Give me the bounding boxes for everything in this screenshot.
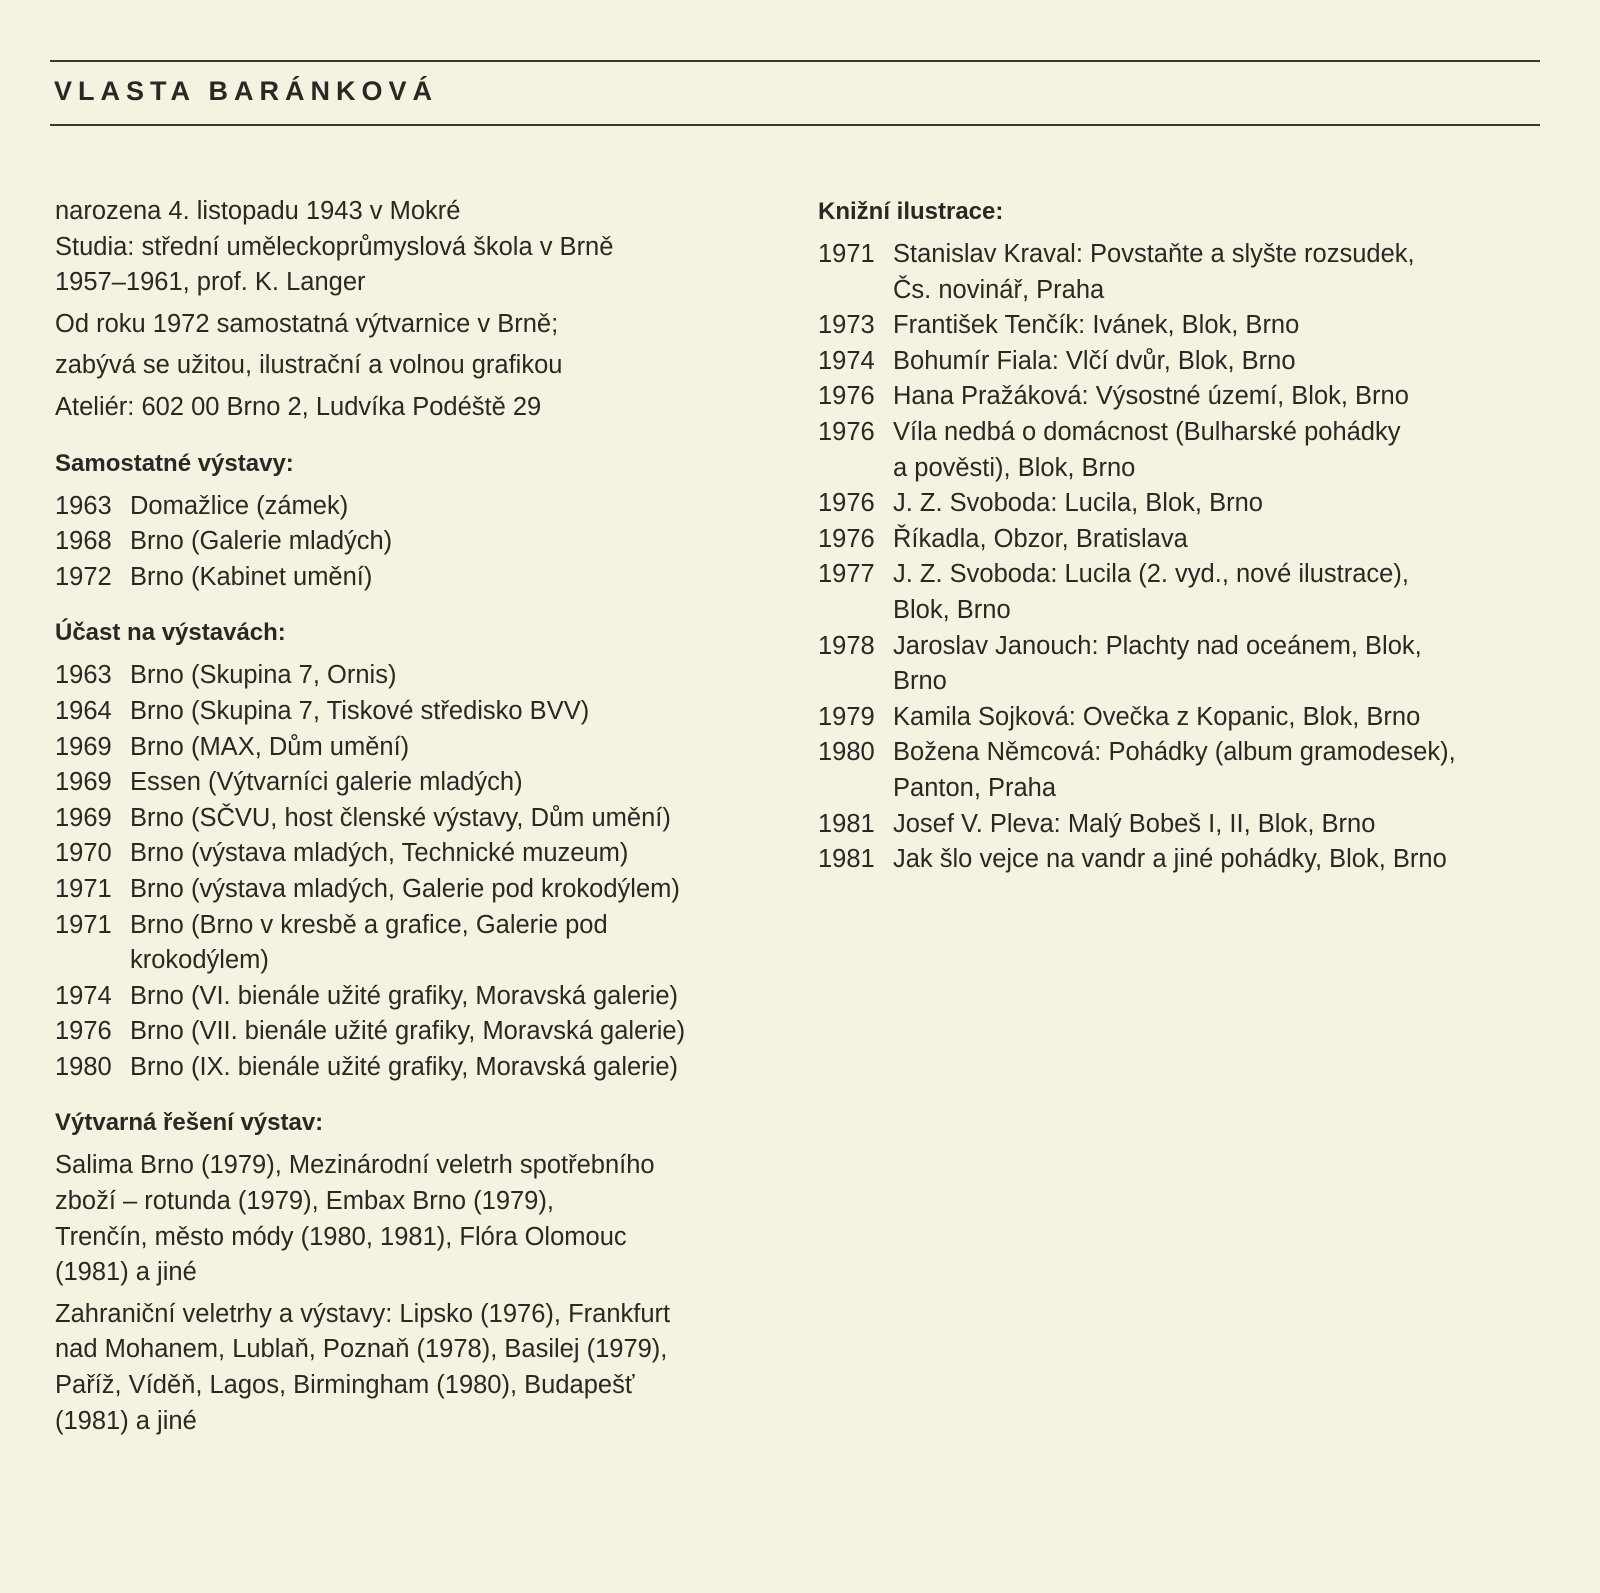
item-text (130, 801, 795, 837)
item-text (130, 1014, 795, 1050)
design-line: Zahraniční veletrhy a výstavy: Lipsko (1976), Frankfurt (55, 1299, 671, 1328)
item-text-line: J. Z. Svoboda: Lucila (2. vyd., nové ilustrace), (893, 560, 1409, 589)
list-item (818, 379, 1558, 415)
item-text (130, 872, 795, 908)
bio-line: narozena 4. listopadu 1943 v Mokré (55, 197, 461, 225)
solo-exhibitions-heading: Samostatné výstavy: (55, 449, 294, 477)
item-text-line: Brno (893, 667, 947, 696)
list-item (55, 524, 795, 560)
bio-line: Od roku 1972 samostatná výtvarnice v Brně; (55, 309, 559, 338)
top-rule (50, 60, 1540, 62)
list-item (55, 979, 795, 1015)
item-text-line: Brno (Skupina 7, Tiskové středisko BVV) (130, 696, 590, 725)
item-text-line: Brno (Galerie mladých) (130, 527, 393, 556)
design-line: Paříž, Víděň, Lagos, Birmingham (1980), Budapešť (55, 1371, 635, 1400)
item-year: 1972 (55, 562, 112, 591)
design-line: (1981) a jiné (55, 1406, 197, 1435)
list-item (818, 486, 1558, 522)
item-text-line: Brno (VII. bienále užité grafiky, Moravská galerie) (130, 1017, 686, 1046)
item-text-line: Hana Pražáková: Výsostné území, Blok, Brno (893, 382, 1409, 411)
item-year: 1974 (818, 346, 875, 375)
exhibition-design-heading: Výtvarná řešení výstav: (55, 1109, 324, 1137)
item-year: 1970 (55, 839, 112, 868)
item-text (893, 807, 1558, 843)
list-item (818, 344, 1558, 380)
item-text-line: Jak šlo vejce na vandr a jiné pohádky, Blok, Brno (893, 845, 1447, 874)
list-item (818, 629, 1558, 700)
item-text-line: Panton, Praha (893, 773, 1057, 802)
item-text (130, 658, 795, 694)
item-text (893, 842, 1558, 878)
item-text (130, 979, 795, 1015)
page-title: VLASTA BARÁNKOVÁ (54, 76, 438, 106)
item-text-line: Říkadla, Obzor, Bratislava (893, 524, 1188, 553)
item-year: 1980 (818, 738, 875, 767)
item-year: 1964 (55, 696, 112, 725)
right-column (818, 194, 1558, 878)
item-text-line: Josef V. Pleva: Malý Bobeš I, II, Blok, Brno (893, 809, 1376, 838)
bio-line: Studia: střední uměleckoprůmyslová škola v Brně (55, 232, 614, 261)
design-line: Trenčín, město módy (1980, 1981), Flóra Olomouc (55, 1222, 627, 1251)
item-text-line: a pověsti), Blok, Brno (893, 453, 1136, 482)
item-text (893, 379, 1558, 415)
list-item (55, 1014, 795, 1050)
design-paragraph (55, 1148, 795, 1290)
item-year: 1981 (818, 809, 875, 838)
title-rule (50, 124, 1540, 126)
list-item (55, 730, 795, 766)
list-item (55, 694, 795, 730)
design-line: Salima Brno (1979), Mezinárodní veletrh spotřebního (55, 1151, 655, 1180)
list-item (55, 801, 795, 837)
list-item (55, 1050, 795, 1086)
item-year: 1974 (55, 981, 112, 1010)
list-item (818, 415, 1558, 486)
list-item (818, 237, 1558, 308)
item-text-line: Brno (MAX, Dům umění) (130, 732, 410, 761)
item-text-line: J. Z. Svoboda: Lucila, Blok, Brno (893, 489, 1263, 518)
item-text (130, 765, 795, 801)
item-text-line: Brno (VI. bienále užité grafiky, Moravská galerie) (130, 981, 679, 1010)
list-item (818, 700, 1558, 736)
list-item (818, 557, 1558, 628)
item-text-line: Brno (IX. bienále užité grafiky, Moravská galerie) (130, 1052, 679, 1081)
item-year: 1976 (818, 524, 875, 553)
list-item (818, 308, 1558, 344)
item-year: 1973 (818, 311, 875, 340)
item-year: 1963 (55, 661, 112, 690)
item-text (893, 486, 1558, 522)
item-text (130, 524, 795, 560)
exhibition-design-text (55, 1148, 795, 1439)
item-text-line: Stanislav Kraval: Povstaňte a slyšte rozsudek, (893, 240, 1415, 268)
list-item (55, 658, 795, 694)
group-exhibitions-heading: Účast na výstavách: (55, 619, 286, 647)
list-item (55, 765, 795, 801)
item-text-line: Domažlice (zámek) (130, 491, 349, 520)
list-item (55, 872, 795, 908)
item-text (130, 694, 795, 730)
item-text-line: Blok, Brno (893, 595, 1011, 624)
left-column (55, 194, 795, 1445)
item-text (893, 522, 1558, 558)
list-item (818, 522, 1558, 558)
item-text-line: Kamila Sojková: Ovečka z Kopanic, Blok, Brno (893, 702, 1421, 731)
item-text (893, 415, 1558, 486)
item-text-line: Božena Němcová: Pohádky (album gramodesek), (893, 738, 1456, 767)
item-text (893, 344, 1558, 380)
item-text (130, 1050, 795, 1086)
item-year: 1968 (55, 527, 112, 556)
bio-line: 1957–1961, prof. K. Langer (55, 268, 366, 297)
item-year: 1977 (818, 560, 875, 589)
item-text-line: Brno (SČVU, host členské výstavy, Dům umění) (130, 803, 671, 832)
item-text (130, 489, 795, 525)
item-year: 1971 (55, 910, 112, 939)
item-year: 1969 (55, 732, 112, 761)
item-text-line: Víla nedbá o domácnost (Bulharské pohádky (893, 417, 1401, 446)
bio-line: zabývá se užitou, ilustrační a volnou grafikou (55, 351, 563, 380)
item-text-line: Brno (výstava mladých, Technické muzeum) (130, 839, 629, 868)
list-item (818, 842, 1558, 878)
item-text (893, 700, 1558, 736)
list-item (55, 836, 795, 872)
item-year: 1971 (818, 240, 875, 268)
item-year: 1969 (55, 803, 112, 832)
item-year: 1976 (818, 382, 875, 411)
list-item (55, 489, 795, 525)
item-text-line: Bohumír Fiala: Vlčí dvůr, Blok, Brno (893, 346, 1296, 375)
item-text-line: Brno (výstava mladých, Galerie pod krokodýlem) (130, 874, 680, 903)
item-text-line: František Tenčík: Ivánek, Blok, Brno (893, 311, 1300, 340)
book-illustrations-list (818, 237, 1558, 878)
list-item (818, 807, 1558, 843)
solo-exhibitions-list (55, 489, 795, 596)
item-text-line: Brno (Skupina 7, Ornis) (130, 661, 397, 690)
item-year: 1969 (55, 768, 112, 797)
design-line: nad Mohanem, Lublaň, Poznaň (1978), Basilej (1979), (55, 1335, 668, 1364)
biography (55, 194, 795, 426)
item-text-line: Brno (Kabinet umění) (130, 562, 373, 591)
item-text (130, 730, 795, 766)
item-text-line: krokodýlem) (130, 946, 269, 975)
item-text (893, 237, 1558, 308)
design-line: (1981) a jiné (55, 1258, 197, 1287)
item-text (893, 735, 1558, 806)
item-year: 1976 (55, 1017, 112, 1046)
item-year: 1979 (818, 702, 875, 731)
book-illustrations-heading: Knižní ilustrace: (818, 198, 1004, 225)
design-line: zboží – rotunda (1979), Embax Brno (1979), (55, 1187, 554, 1216)
item-year: 1978 (818, 631, 875, 660)
item-text (893, 308, 1558, 344)
item-year: 1963 (55, 491, 112, 520)
item-text (130, 836, 795, 872)
group-exhibitions-list (55, 658, 795, 1085)
item-text (893, 557, 1558, 628)
item-text (130, 908, 795, 979)
item-text-line: Jaroslav Janouch: Plachty nad oceánem, Blok, (893, 631, 1422, 660)
bio-line: Ateliér: 602 00 Brno 2, Ludvíka Podéště 29 (55, 392, 542, 421)
list-item (818, 735, 1558, 806)
item-year: 1971 (55, 874, 112, 903)
item-text (130, 560, 795, 596)
design-paragraph (55, 1297, 795, 1439)
item-year: 1981 (818, 845, 875, 874)
item-text-line: Brno (Brno v kresbě a grafice, Galerie pod (130, 910, 608, 939)
item-text (893, 629, 1558, 700)
list-item (55, 908, 795, 979)
item-text-line: Essen (Výtvarníci galerie mladých) (130, 768, 523, 797)
item-year: 1980 (55, 1052, 112, 1081)
item-year: 1976 (818, 489, 875, 518)
item-year: 1976 (818, 417, 875, 446)
list-item (55, 560, 795, 596)
item-text-line: Čs. novinář, Praha (893, 275, 1105, 304)
